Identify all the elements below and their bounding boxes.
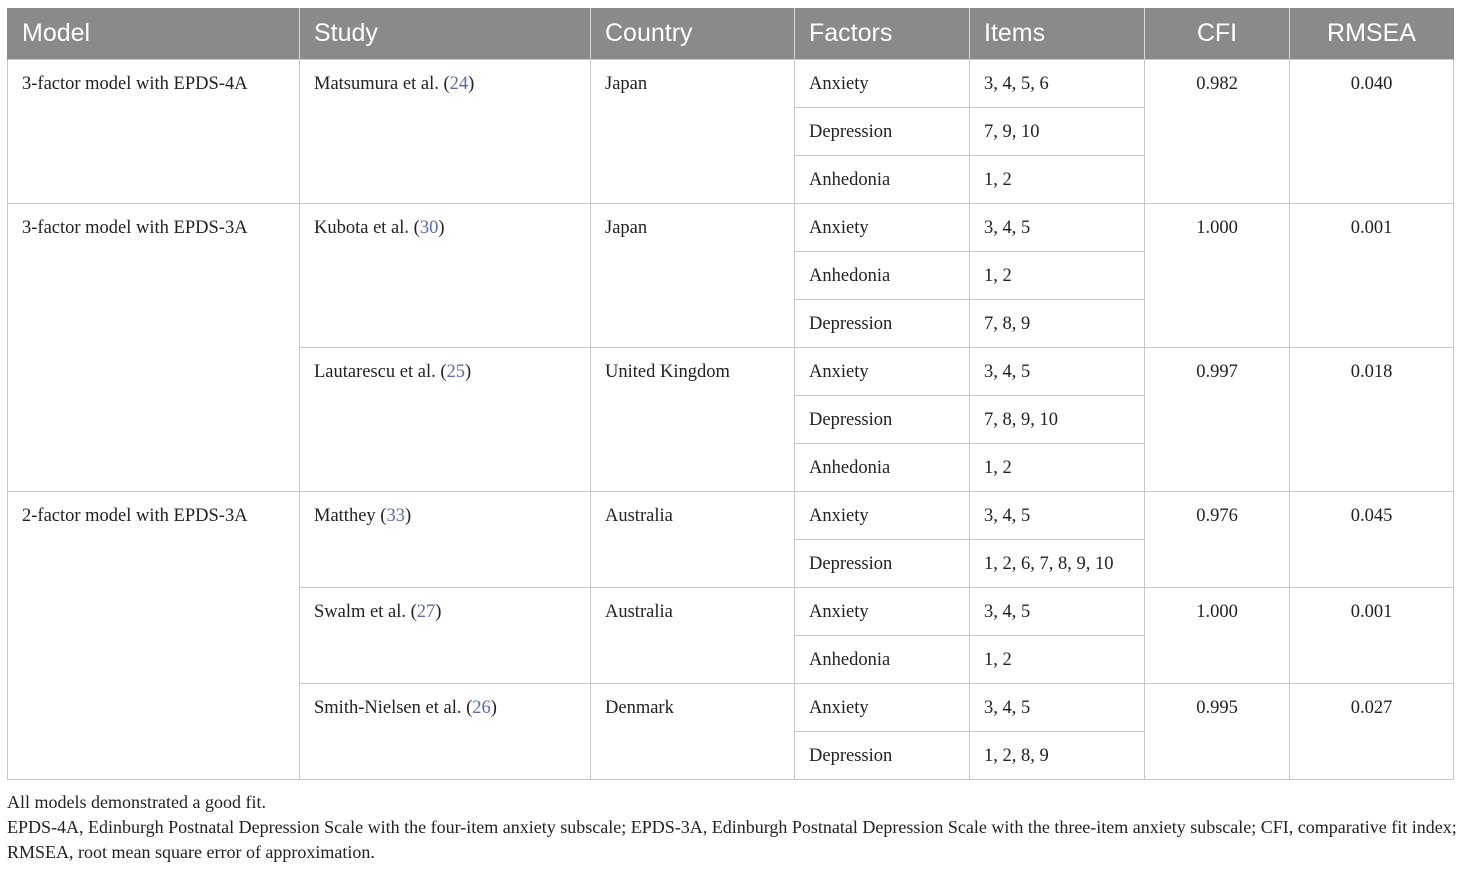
reference-link[interactable]: 25 — [446, 361, 466, 382]
items-cell: 7, 8, 9, 10 — [970, 395, 1145, 443]
items-cell: 3, 4, 5 — [970, 587, 1145, 635]
study-cell — [300, 491, 591, 587]
study-author: Matsumura et al. ( — [314, 73, 450, 94]
cfi-cell: 0.997 — [1145, 347, 1290, 491]
items-cell: 1, 2, 6, 7, 8, 9, 10 — [970, 539, 1145, 587]
reference-link[interactable]: 24 — [449, 73, 469, 94]
study-author: Smith-Nielsen et al. ( — [314, 697, 473, 718]
rmsea-cell: 0.018 — [1290, 347, 1454, 491]
header-model: Model — [8, 8, 300, 59]
cfi-cell: 1.000 — [1145, 587, 1290, 683]
study-cell — [300, 203, 591, 347]
study-cell — [300, 59, 591, 203]
study-author: Swalm et al. ( — [314, 601, 417, 622]
items-cell: 1, 2 — [970, 155, 1145, 203]
reference-link[interactable]: 33 — [386, 505, 405, 526]
header-country: Country — [591, 8, 795, 59]
country-cell: United Kingdom — [591, 347, 795, 491]
study-author: Lautarescu et al. ( — [314, 361, 447, 382]
rmsea-cell: 0.040 — [1290, 59, 1454, 203]
reference-link[interactable]: 27 — [416, 601, 436, 622]
rmsea-cell: 0.027 — [1290, 683, 1454, 779]
table-body — [8, 59, 1454, 779]
study-author-close: ) — [438, 217, 445, 238]
items-cell: 3, 4, 5 — [970, 683, 1145, 731]
table-header — [8, 8, 1454, 59]
study-author-close: ) — [490, 697, 497, 718]
model-cell: 3-factor model with EPDS-3A — [8, 203, 300, 491]
rmsea-cell: 0.001 — [1290, 203, 1454, 347]
study-author-close: ) — [404, 505, 412, 526]
study-cell — [300, 587, 591, 683]
factor-cell: Depression — [795, 539, 970, 587]
country-cell: Australia — [591, 587, 795, 683]
reference-link[interactable]: 30 — [419, 217, 439, 238]
factor-cell: Anhedonia — [795, 251, 970, 299]
table-row — [8, 203, 1454, 251]
country-cell: Australia — [591, 491, 795, 587]
study-author-close: ) — [468, 73, 475, 94]
factor-cell: Anxiety — [795, 347, 970, 395]
header-cfi: CFI — [1145, 8, 1290, 59]
header-items: Items — [970, 8, 1145, 59]
factor-cell: Anhedonia — [795, 155, 970, 203]
study-cell — [300, 683, 591, 779]
results-table-container — [7, 8, 1453, 780]
rmsea-cell: 0.045 — [1290, 491, 1454, 587]
factor-cell: Depression — [795, 107, 970, 155]
study-author-close: ) — [465, 361, 472, 382]
factor-cell: Anhedonia — [795, 635, 970, 683]
items-cell: 3, 4, 5 — [970, 491, 1145, 539]
footnote-abbreviations: EPDS-4A, Edinburgh Postnatal Depression Scale with the four-item anxiety subscale; EPDS-3A, Edinburgh Postnatal Depression Scale with the three-item anxiety subscale; CFI, comparative fit index; RMSEA, root mean square error of approximation. — [7, 817, 1457, 862]
table-row — [8, 59, 1454, 107]
items-cell: 3, 4, 5 — [970, 347, 1145, 395]
model-cell: 3-factor model with EPDS-4A — [8, 59, 300, 203]
items-cell: 7, 9, 10 — [970, 107, 1145, 155]
model-cell: 2-factor model with EPDS-3A — [8, 491, 300, 779]
cfi-cell: 0.995 — [1145, 683, 1290, 779]
cfi-cell: 0.976 — [1145, 491, 1290, 587]
items-cell: 3, 4, 5 — [970, 203, 1145, 251]
footnote-fit: All models demonstrated a good fit. — [7, 792, 266, 812]
header-rmsea: RMSEA — [1290, 8, 1454, 59]
items-cell: 1, 2 — [970, 251, 1145, 299]
country-cell: Japan — [591, 203, 795, 347]
study-cell — [300, 347, 591, 491]
table-footnotes — [7, 790, 1457, 865]
factor-cell: Depression — [795, 299, 970, 347]
cfi-cell: 0.982 — [1145, 59, 1290, 203]
rmsea-cell: 0.001 — [1290, 587, 1454, 683]
items-cell: 7, 8, 9 — [970, 299, 1145, 347]
factor-cell: Depression — [795, 395, 970, 443]
cfi-cell: 1.000 — [1145, 203, 1290, 347]
study-author-close: ) — [435, 601, 442, 622]
factor-cell: Anxiety — [795, 587, 970, 635]
items-cell: 1, 2 — [970, 635, 1145, 683]
header-study: Study — [300, 8, 591, 59]
study-author: Kubota et al. ( — [314, 217, 420, 238]
reference-link[interactable]: 26 — [472, 697, 491, 718]
study-author: Matthey ( — [314, 505, 387, 526]
factor-cell: Anxiety — [795, 683, 970, 731]
country-cell: Denmark — [591, 683, 795, 779]
header-row — [8, 8, 1454, 59]
table-row — [8, 491, 1454, 539]
country-cell: Japan — [591, 59, 795, 203]
factor-cell: Depression — [795, 731, 970, 779]
items-cell: 1, 2 — [970, 443, 1145, 491]
factor-cell: Anhedonia — [795, 443, 970, 491]
factor-models-table — [7, 8, 1454, 780]
items-cell: 3, 4, 5, 6 — [970, 59, 1145, 107]
header-factors: Factors — [795, 8, 970, 59]
items-cell: 1, 2, 8, 9 — [970, 731, 1145, 779]
factor-cell: Anxiety — [795, 491, 970, 539]
factor-cell: Anxiety — [795, 59, 970, 107]
factor-cell: Anxiety — [795, 203, 970, 251]
